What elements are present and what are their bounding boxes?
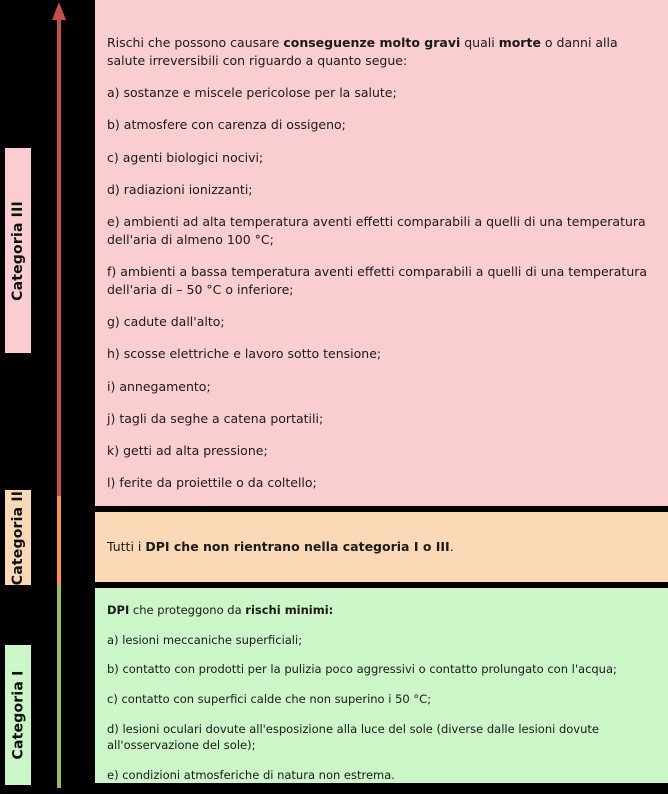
paragraph: c) contatto con superfici calde che non superino i 50 °C; <box>107 692 432 707</box>
risk-level-arrow <box>50 0 70 794</box>
paragraph <box>107 538 454 556</box>
arrow-segment-categoria-ii <box>57 496 61 585</box>
paragraph: f) ambienti a bassa temperatura aventi effetti comparabili a quelli di una temperatura dell'aria di – 50 °C o inferiore; <box>107 264 648 298</box>
paragraph: h) scosse elettriche e lavoro sotto tensione; <box>107 346 382 362</box>
emphasis-text: DPI che non rientrano nella categoria I o III <box>145 538 450 554</box>
emphasis-text: conseguenze molto gravi <box>283 35 461 50</box>
paragraph: b) atmosfere con carenza di ossigeno; <box>107 117 346 133</box>
paragraph: d) radiazioni ionizzanti; <box>107 181 253 197</box>
paragraph: e) ambienti ad alta temperatura aventi effetti comparabili a quelli di una temperatura dell'aria di almeno 100 °C; <box>107 213 646 247</box>
category-label-text: Categoria II <box>10 490 26 585</box>
paragraph: l) ferite da proiettile o da coltello; <box>107 474 317 490</box>
emphasis-text: morte <box>498 35 541 50</box>
paragraph <box>107 34 656 70</box>
body-text: o danni alla salute irreversibili con riguardo a quanto segue: <box>107 35 618 69</box>
paragraph: g) cadute dall'alto; <box>107 314 225 330</box>
category-label-text: Categoria I <box>10 670 27 760</box>
arrow-segment-categoria-iii <box>57 18 61 496</box>
emphasis-text: DPI <box>107 603 130 617</box>
body-text: Rischi che possono causare <box>107 35 284 50</box>
paragraph <box>107 602 656 619</box>
panel-categoria-iii <box>95 0 668 506</box>
panel-categoria-i <box>95 588 668 783</box>
body-text: Tutti i <box>107 538 146 554</box>
category-label-categoria-iii <box>5 148 31 353</box>
paragraph: a) sostanze e miscele pericolose per la salute; <box>107 85 397 101</box>
paragraph: b) contatto con prodotti per la pulizia poco aggressivi o contatto prolungato con l'acqua; <box>107 662 617 677</box>
paragraph: j) tagli da seghe a catena portatili; <box>107 410 324 426</box>
body-text: . <box>449 538 454 554</box>
paragraph: i) annegamento; <box>107 378 211 394</box>
paragraph: e) condizioni atmosferiche di natura non estrema. <box>107 768 395 783</box>
panel-categoria-ii <box>95 512 668 582</box>
emphasis-text: rischi minimi: <box>245 603 334 617</box>
paragraph: k) getti ad alta pressione; <box>107 442 268 458</box>
category-label-text: Categoria III <box>10 200 26 301</box>
paragraph: c) agenti biologici nocivi; <box>107 149 264 165</box>
body-text: che proteggono da <box>129 603 246 617</box>
paragraph: d) lesioni oculari dovute all'esposizione alla luce del sole (diverse dalle lesioni dovute all'osservazione del sole); <box>107 721 599 753</box>
paragraph: a) lesioni meccaniche superficiali; <box>107 632 303 647</box>
arrow-segment-categoria-i <box>57 585 61 788</box>
category-label-categoria-ii <box>5 490 31 585</box>
category-label-categoria-i <box>5 645 31 785</box>
body-text: quali <box>460 35 499 50</box>
